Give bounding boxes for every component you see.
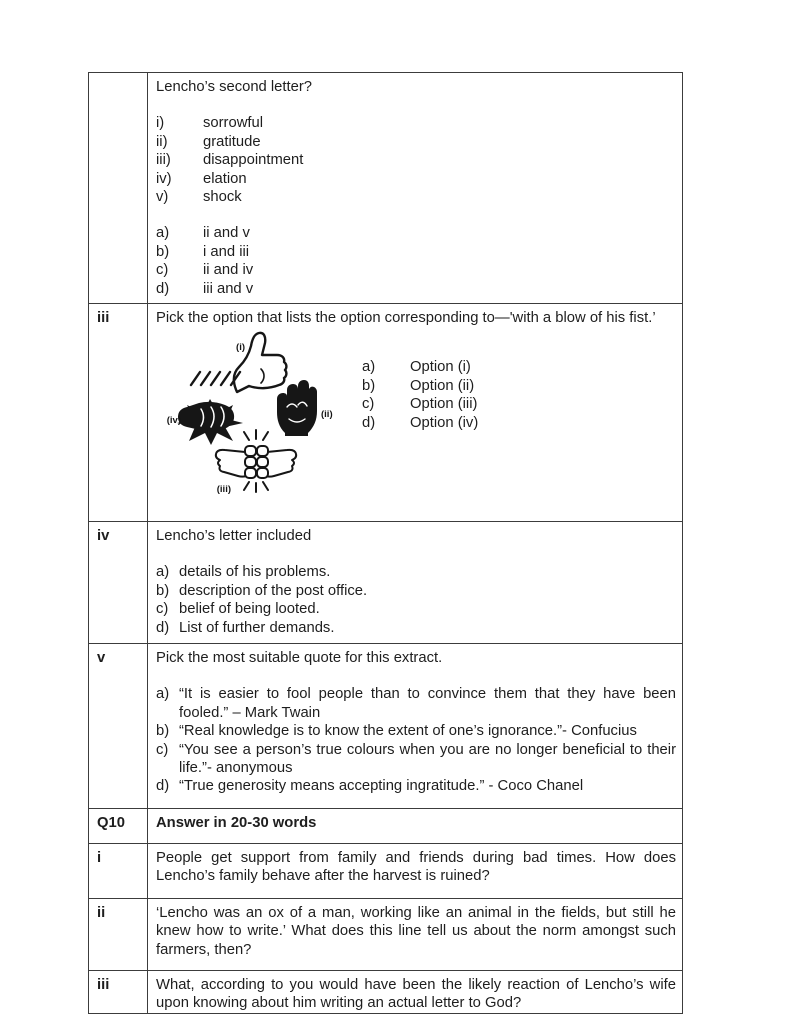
option-text: shock	[203, 189, 242, 206]
option-marker: a)	[362, 359, 376, 376]
option-item	[362, 358, 478, 376]
option-marker: iv)	[156, 170, 172, 187]
option-item	[156, 170, 676, 188]
question-number-cell	[89, 73, 148, 304]
question-number-cell	[89, 971, 148, 1014]
figure-label-ii: (ii)	[321, 409, 333, 421]
question-text: People get support from family and friends during bad times. How does Lencho’s family behave after the harvest is ruined?	[156, 850, 676, 885]
question-number-cell	[89, 844, 148, 899]
option-marker: d)	[156, 619, 170, 636]
raised-fist-icon	[277, 380, 317, 436]
table-row	[89, 644, 683, 809]
option-marker: iii)	[156, 152, 171, 169]
option-marker: c)	[156, 601, 169, 618]
option-text: i and iii	[203, 243, 250, 260]
option-marker: d)	[362, 414, 376, 431]
table-row	[89, 304, 683, 522]
question-text: Pick the most suitable quote for this extract.	[156, 650, 443, 666]
option-item	[156, 563, 676, 581]
option-text: Option (iii)	[410, 396, 478, 413]
table-row	[89, 971, 683, 1014]
option-text: List of further demands.	[179, 619, 335, 636]
question-number-label: iii	[97, 310, 110, 326]
option-item	[156, 722, 676, 740]
question-content-cell	[148, 971, 683, 1014]
option-text: elation	[203, 170, 247, 187]
question-number-label: Q10	[97, 815, 125, 831]
figure-label-i: (i)	[236, 342, 245, 354]
gesture-figure-image	[161, 329, 339, 497]
option-marker: a)	[156, 225, 170, 242]
option-item	[156, 261, 676, 279]
option-item	[362, 414, 478, 432]
option-item	[156, 741, 676, 778]
option-item	[156, 685, 676, 722]
option-text: gratitude	[203, 133, 261, 150]
option-text: “It is easier to fool people than to convince them that they have been fooled.” – Mark Twain	[179, 686, 676, 721]
option-marker: v)	[156, 189, 169, 206]
option-marker: ii)	[156, 133, 168, 150]
question-number-cell	[89, 644, 148, 809]
option-item	[156, 777, 676, 795]
option-marker: a)	[156, 564, 170, 581]
question-number-cell	[89, 809, 148, 844]
option-marker: d)	[156, 280, 170, 297]
option-marker: c)	[156, 262, 169, 279]
option-item	[156, 224, 676, 242]
question-text: Lencho’s letter included	[156, 528, 312, 544]
option-item	[156, 114, 676, 132]
question-content-cell	[148, 73, 683, 304]
option-item	[156, 619, 676, 637]
punch-fist-icon	[177, 372, 243, 445]
option-text: “Real knowledge is to know the extent of one’s ignorance.”- Confucius	[179, 723, 637, 740]
gesture-figure	[156, 327, 676, 497]
table-row	[89, 522, 683, 644]
question-number-cell	[89, 304, 148, 522]
option-item	[156, 582, 676, 600]
figure-label-iv: (iv)	[166, 415, 181, 427]
option-marker: i)	[156, 115, 165, 132]
table-row	[89, 899, 683, 971]
question-number-cell	[89, 522, 148, 644]
option-text: “True generosity means accepting ingratitude.” - Coco Chanel	[179, 778, 584, 795]
option-item	[156, 600, 676, 618]
question-content-cell	[148, 304, 683, 522]
option-item	[362, 395, 478, 413]
option-marker: b)	[156, 243, 170, 260]
table-row	[89, 809, 683, 844]
option-marker: d)	[156, 778, 170, 795]
option-marker: c)	[362, 396, 375, 413]
option-marker: a)	[156, 686, 170, 703]
question-number-label: iv	[97, 528, 110, 544]
option-marker: b)	[362, 377, 376, 394]
question-number-label: iii	[97, 977, 110, 993]
option-text: Option (i)	[410, 359, 471, 376]
option-item	[362, 377, 478, 395]
table-row	[89, 73, 683, 304]
question-text: What, according to you would have been the likely reaction of Lencho’s wife upon knowing about him writing an actual letter to God?	[156, 977, 676, 1012]
option-text: disappointment	[203, 152, 304, 169]
question-content-cell	[148, 899, 683, 971]
option-item	[156, 243, 676, 261]
question-text: Pick the option that lists the option corresponding to—'with a blow of his fist.’	[156, 310, 656, 326]
question-number-label: v	[97, 650, 106, 666]
question-content-cell	[148, 844, 683, 899]
option-item	[156, 188, 676, 206]
option-text: ii and v	[203, 225, 250, 242]
option-text: Option (ii)	[410, 377, 475, 394]
table-row	[89, 844, 683, 899]
question-number-cell	[89, 899, 148, 971]
figure-label-iii: (iii)	[216, 484, 231, 496]
question-table	[88, 72, 683, 1014]
section-header-text: Answer in 20-30 words	[156, 815, 317, 831]
option-item	[156, 151, 676, 169]
option-item	[156, 280, 676, 298]
option-text: ii and iv	[203, 262, 254, 279]
option-marker: c)	[156, 741, 169, 758]
question-content-cell	[148, 522, 683, 644]
question-content-cell	[148, 809, 683, 844]
question-number-label: ii	[97, 905, 106, 921]
option-text: “You see a person’s true colours when you are no longer beneficial to their life.”- anonymous	[179, 741, 676, 777]
option-text: belief of being looted.	[179, 601, 320, 618]
option-text: details of his problems.	[179, 564, 331, 581]
option-item	[156, 133, 676, 151]
option-text: iii and v	[203, 280, 254, 297]
question-text: Lencho’s second letter?	[156, 79, 313, 95]
option-marker: b)	[156, 723, 170, 740]
option-text: Option (iv)	[410, 414, 479, 431]
fist-bump-icon	[216, 430, 296, 492]
question-number-label: i	[97, 850, 102, 866]
question-text: ‘Lencho was an ox of a man, working like an animal in the fields, but still he knew how to write.’ What does this line tell us about the norm amongst such farmers, then?	[156, 905, 676, 958]
option-marker: b)	[156, 582, 170, 599]
option-text: description of the post office.	[179, 582, 368, 599]
question-content-cell	[148, 644, 683, 809]
option-text: sorrowful	[203, 115, 264, 132]
